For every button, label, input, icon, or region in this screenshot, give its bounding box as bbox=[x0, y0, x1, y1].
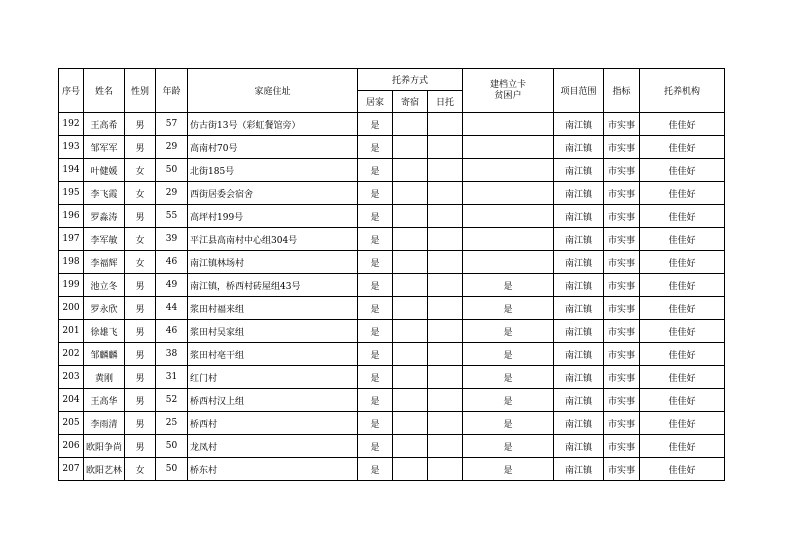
cell-indicator: 市实事 bbox=[604, 366, 640, 389]
cell-name: 李雨清 bbox=[84, 412, 125, 435]
cell-home: 是 bbox=[358, 389, 393, 412]
cell-age: 57 bbox=[156, 113, 188, 136]
cell-org: 佳佳好 bbox=[640, 389, 725, 412]
cell-seq: 200 bbox=[59, 297, 84, 320]
cell-gender: 女 bbox=[125, 159, 156, 182]
cell-home: 是 bbox=[358, 113, 393, 136]
cell-scope: 南江镇 bbox=[554, 274, 604, 297]
cell-seq: 195 bbox=[59, 182, 84, 205]
header-indicator: 指标 bbox=[604, 69, 640, 113]
cell-home: 是 bbox=[358, 366, 393, 389]
cell-poor-household bbox=[463, 251, 554, 274]
table-row bbox=[59, 205, 725, 228]
cell-address: 桥西村 bbox=[188, 412, 358, 435]
cell-name: 罗淼涛 bbox=[84, 205, 125, 228]
cell-boarding bbox=[393, 228, 428, 251]
cell-day bbox=[428, 297, 463, 320]
cell-day bbox=[428, 113, 463, 136]
cell-org: 佳佳好 bbox=[640, 113, 725, 136]
cell-org: 佳佳好 bbox=[640, 458, 725, 481]
cell-age: 50 bbox=[156, 458, 188, 481]
cell-seq: 192 bbox=[59, 113, 84, 136]
cell-seq: 202 bbox=[59, 343, 84, 366]
cell-poor-household bbox=[463, 228, 554, 251]
table-row bbox=[59, 320, 725, 343]
cell-poor-household: 是 bbox=[463, 458, 554, 481]
cell-boarding bbox=[393, 274, 428, 297]
cell-age: 46 bbox=[156, 251, 188, 274]
cell-indicator: 市实事 bbox=[604, 458, 640, 481]
cell-gender: 男 bbox=[125, 205, 156, 228]
cell-scope: 南江镇 bbox=[554, 182, 604, 205]
cell-seq: 205 bbox=[59, 412, 84, 435]
cell-boarding bbox=[393, 113, 428, 136]
cell-day bbox=[428, 251, 463, 274]
cell-name: 黄刚 bbox=[84, 366, 125, 389]
cell-age: 31 bbox=[156, 366, 188, 389]
cell-day bbox=[428, 159, 463, 182]
table-row bbox=[59, 113, 725, 136]
cell-indicator: 市实事 bbox=[604, 228, 640, 251]
cell-poor-household: 是 bbox=[463, 435, 554, 458]
cell-address: 平江县高南村中心组304号 bbox=[188, 228, 358, 251]
cell-day bbox=[428, 343, 463, 366]
cell-day bbox=[428, 182, 463, 205]
header-poor-household bbox=[463, 69, 554, 113]
cell-seq: 204 bbox=[59, 389, 84, 412]
header-row-top bbox=[59, 69, 725, 91]
cell-gender: 男 bbox=[125, 113, 156, 136]
cell-poor-household: 是 bbox=[463, 274, 554, 297]
cell-day bbox=[428, 435, 463, 458]
roster-table bbox=[58, 68, 725, 481]
cell-day bbox=[428, 228, 463, 251]
cell-scope: 南江镇 bbox=[554, 343, 604, 366]
cell-age: 46 bbox=[156, 320, 188, 343]
cell-seq: 193 bbox=[59, 136, 84, 159]
cell-name: 池立冬 bbox=[84, 274, 125, 297]
cell-indicator: 市实事 bbox=[604, 320, 640, 343]
cell-name: 罗永欣 bbox=[84, 297, 125, 320]
cell-poor-household bbox=[463, 205, 554, 228]
cell-boarding bbox=[393, 159, 428, 182]
cell-address: 龙凤村 bbox=[188, 435, 358, 458]
header-poor-household-text: 建档立卡 贫困户 bbox=[489, 79, 526, 101]
cell-indicator: 市实事 bbox=[604, 136, 640, 159]
cell-home: 是 bbox=[358, 320, 393, 343]
cell-seq: 194 bbox=[59, 159, 84, 182]
cell-gender: 男 bbox=[125, 320, 156, 343]
cell-gender: 男 bbox=[125, 343, 156, 366]
cell-indicator: 市实事 bbox=[604, 412, 640, 435]
cell-seq: 197 bbox=[59, 228, 84, 251]
cell-poor-household bbox=[463, 159, 554, 182]
header-address: 家庭住址 bbox=[188, 69, 358, 113]
cell-gender: 男 bbox=[125, 136, 156, 159]
header-name: 姓名 bbox=[84, 69, 125, 113]
cell-age: 25 bbox=[156, 412, 188, 435]
cell-org: 佳佳好 bbox=[640, 251, 725, 274]
table-row bbox=[59, 366, 725, 389]
cell-indicator: 市实事 bbox=[604, 435, 640, 458]
cell-home: 是 bbox=[358, 159, 393, 182]
cell-address: 南江镇林场村 bbox=[188, 251, 358, 274]
header-home: 居家 bbox=[358, 91, 393, 113]
cell-address: 高坪村199号 bbox=[188, 205, 358, 228]
header-seq: 序号 bbox=[59, 69, 84, 113]
table-row bbox=[59, 389, 725, 412]
cell-seq: 206 bbox=[59, 435, 84, 458]
cell-org: 佳佳好 bbox=[640, 366, 725, 389]
cell-address: 高南村70号 bbox=[188, 136, 358, 159]
cell-home: 是 bbox=[358, 412, 393, 435]
cell-scope: 南江镇 bbox=[554, 297, 604, 320]
cell-address: 红门村 bbox=[188, 366, 358, 389]
cell-address: 仿古街13号（彩虹餐馆旁） bbox=[188, 113, 358, 136]
cell-gender: 男 bbox=[125, 274, 156, 297]
cell-org: 佳佳好 bbox=[640, 159, 725, 182]
cell-name: 李军敏 bbox=[84, 228, 125, 251]
table-row bbox=[59, 412, 725, 435]
cell-boarding bbox=[393, 251, 428, 274]
table-row bbox=[59, 274, 725, 297]
cell-poor-household: 是 bbox=[463, 412, 554, 435]
cell-home: 是 bbox=[358, 297, 393, 320]
cell-indicator: 市实事 bbox=[604, 182, 640, 205]
table-row bbox=[59, 297, 725, 320]
cell-boarding bbox=[393, 389, 428, 412]
cell-poor-household bbox=[463, 113, 554, 136]
cell-name: 欧阳争尚 bbox=[84, 435, 125, 458]
cell-day bbox=[428, 205, 463, 228]
cell-scope: 南江镇 bbox=[554, 228, 604, 251]
cell-age: 52 bbox=[156, 389, 188, 412]
cell-boarding bbox=[393, 136, 428, 159]
cell-indicator: 市实事 bbox=[604, 297, 640, 320]
cell-age: 29 bbox=[156, 182, 188, 205]
cell-gender: 男 bbox=[125, 366, 156, 389]
cell-age: 50 bbox=[156, 159, 188, 182]
cell-scope: 南江镇 bbox=[554, 366, 604, 389]
header-day: 日托 bbox=[428, 91, 463, 113]
cell-boarding bbox=[393, 343, 428, 366]
header-care-mode: 托养方式 bbox=[358, 69, 463, 91]
cell-seq: 201 bbox=[59, 320, 84, 343]
cell-name: 王高希 bbox=[84, 113, 125, 136]
cell-indicator: 市实事 bbox=[604, 159, 640, 182]
cell-org: 佳佳好 bbox=[640, 136, 725, 159]
cell-gender: 女 bbox=[125, 251, 156, 274]
cell-poor-household: 是 bbox=[463, 389, 554, 412]
cell-gender: 女 bbox=[125, 182, 156, 205]
cell-org: 佳佳好 bbox=[640, 320, 725, 343]
cell-org: 佳佳好 bbox=[640, 435, 725, 458]
cell-boarding bbox=[393, 435, 428, 458]
cell-day bbox=[428, 136, 463, 159]
cell-name: 王高华 bbox=[84, 389, 125, 412]
cell-seq: 203 bbox=[59, 366, 84, 389]
cell-home: 是 bbox=[358, 458, 393, 481]
header-age: 年龄 bbox=[156, 69, 188, 113]
cell-gender: 女 bbox=[125, 228, 156, 251]
cell-boarding bbox=[393, 182, 428, 205]
cell-address: 浆田村亳干组 bbox=[188, 343, 358, 366]
cell-name: 邹军军 bbox=[84, 136, 125, 159]
cell-org: 佳佳好 bbox=[640, 274, 725, 297]
cell-poor-household: 是 bbox=[463, 343, 554, 366]
cell-org: 佳佳好 bbox=[640, 343, 725, 366]
cell-poor-household: 是 bbox=[463, 320, 554, 343]
cell-age: 39 bbox=[156, 228, 188, 251]
cell-address: 浆田村福来组 bbox=[188, 297, 358, 320]
cell-address: 桥西村汉上组 bbox=[188, 389, 358, 412]
cell-address: 浆田村吴家组 bbox=[188, 320, 358, 343]
cell-age: 29 bbox=[156, 136, 188, 159]
cell-boarding bbox=[393, 458, 428, 481]
cell-address: 西街居委会宿舍 bbox=[188, 182, 358, 205]
cell-scope: 南江镇 bbox=[554, 251, 604, 274]
cell-home: 是 bbox=[358, 182, 393, 205]
cell-boarding bbox=[393, 320, 428, 343]
cell-home: 是 bbox=[358, 343, 393, 366]
cell-address: 南江镇，桥西村砖屋组43号 bbox=[188, 274, 358, 297]
cell-boarding bbox=[393, 297, 428, 320]
cell-name: 欧阳艺林 bbox=[84, 458, 125, 481]
cell-boarding bbox=[393, 366, 428, 389]
table-row bbox=[59, 435, 725, 458]
cell-name: 邹麟麟 bbox=[84, 343, 125, 366]
cell-name: 叶健媛 bbox=[84, 159, 125, 182]
table-row bbox=[59, 251, 725, 274]
cell-day bbox=[428, 274, 463, 297]
cell-day bbox=[428, 366, 463, 389]
cell-address: 桥东村 bbox=[188, 458, 358, 481]
table-row bbox=[59, 458, 725, 481]
cell-scope: 南江镇 bbox=[554, 113, 604, 136]
cell-address: 北街185号 bbox=[188, 159, 358, 182]
cell-org: 佳佳好 bbox=[640, 228, 725, 251]
cell-age: 49 bbox=[156, 274, 188, 297]
cell-scope: 南江镇 bbox=[554, 205, 604, 228]
cell-day bbox=[428, 389, 463, 412]
cell-org: 佳佳好 bbox=[640, 297, 725, 320]
cell-indicator: 市实事 bbox=[604, 274, 640, 297]
header-gender: 性别 bbox=[125, 69, 156, 113]
cell-indicator: 市实事 bbox=[604, 251, 640, 274]
cell-indicator: 市实事 bbox=[604, 113, 640, 136]
cell-home: 是 bbox=[358, 136, 393, 159]
table-row bbox=[59, 182, 725, 205]
cell-seq: 207 bbox=[59, 458, 84, 481]
cell-home: 是 bbox=[358, 228, 393, 251]
cell-day bbox=[428, 320, 463, 343]
table-row bbox=[59, 159, 725, 182]
cell-poor-household bbox=[463, 136, 554, 159]
cell-gender: 男 bbox=[125, 435, 156, 458]
cell-scope: 南江镇 bbox=[554, 136, 604, 159]
table-row bbox=[59, 136, 725, 159]
cell-scope: 南江镇 bbox=[554, 458, 604, 481]
header-scope: 项目范围 bbox=[554, 69, 604, 113]
cell-org: 佳佳好 bbox=[640, 182, 725, 205]
cell-poor-household bbox=[463, 182, 554, 205]
cell-age: 55 bbox=[156, 205, 188, 228]
cell-indicator: 市实事 bbox=[604, 205, 640, 228]
cell-name: 李福辉 bbox=[84, 251, 125, 274]
cell-scope: 南江镇 bbox=[554, 320, 604, 343]
table-row bbox=[59, 228, 725, 251]
cell-age: 44 bbox=[156, 297, 188, 320]
cell-indicator: 市实事 bbox=[604, 343, 640, 366]
cell-org: 佳佳好 bbox=[640, 412, 725, 435]
cell-day bbox=[428, 458, 463, 481]
cell-gender: 男 bbox=[125, 297, 156, 320]
cell-org: 佳佳好 bbox=[640, 205, 725, 228]
header-org: 托养机构 bbox=[640, 69, 725, 113]
cell-scope: 南江镇 bbox=[554, 435, 604, 458]
cell-seq: 196 bbox=[59, 205, 84, 228]
cell-indicator: 市实事 bbox=[604, 389, 640, 412]
cell-name: 李飞霞 bbox=[84, 182, 125, 205]
cell-home: 是 bbox=[358, 251, 393, 274]
cell-scope: 南江镇 bbox=[554, 412, 604, 435]
cell-gender: 女 bbox=[125, 458, 156, 481]
table-body bbox=[59, 113, 725, 481]
cell-age: 38 bbox=[156, 343, 188, 366]
cell-home: 是 bbox=[358, 435, 393, 458]
table-row bbox=[59, 343, 725, 366]
cell-scope: 南江镇 bbox=[554, 389, 604, 412]
cell-day bbox=[428, 412, 463, 435]
cell-name: 徐雄飞 bbox=[84, 320, 125, 343]
header-boarding: 寄宿 bbox=[393, 91, 428, 113]
cell-poor-household: 是 bbox=[463, 366, 554, 389]
cell-boarding bbox=[393, 412, 428, 435]
cell-home: 是 bbox=[358, 274, 393, 297]
cell-seq: 199 bbox=[59, 274, 84, 297]
cell-age: 50 bbox=[156, 435, 188, 458]
cell-poor-household: 是 bbox=[463, 297, 554, 320]
cell-scope: 南江镇 bbox=[554, 159, 604, 182]
cell-gender: 男 bbox=[125, 389, 156, 412]
cell-seq: 198 bbox=[59, 251, 84, 274]
cell-boarding bbox=[393, 205, 428, 228]
cell-home: 是 bbox=[358, 205, 393, 228]
cell-gender: 男 bbox=[125, 412, 156, 435]
